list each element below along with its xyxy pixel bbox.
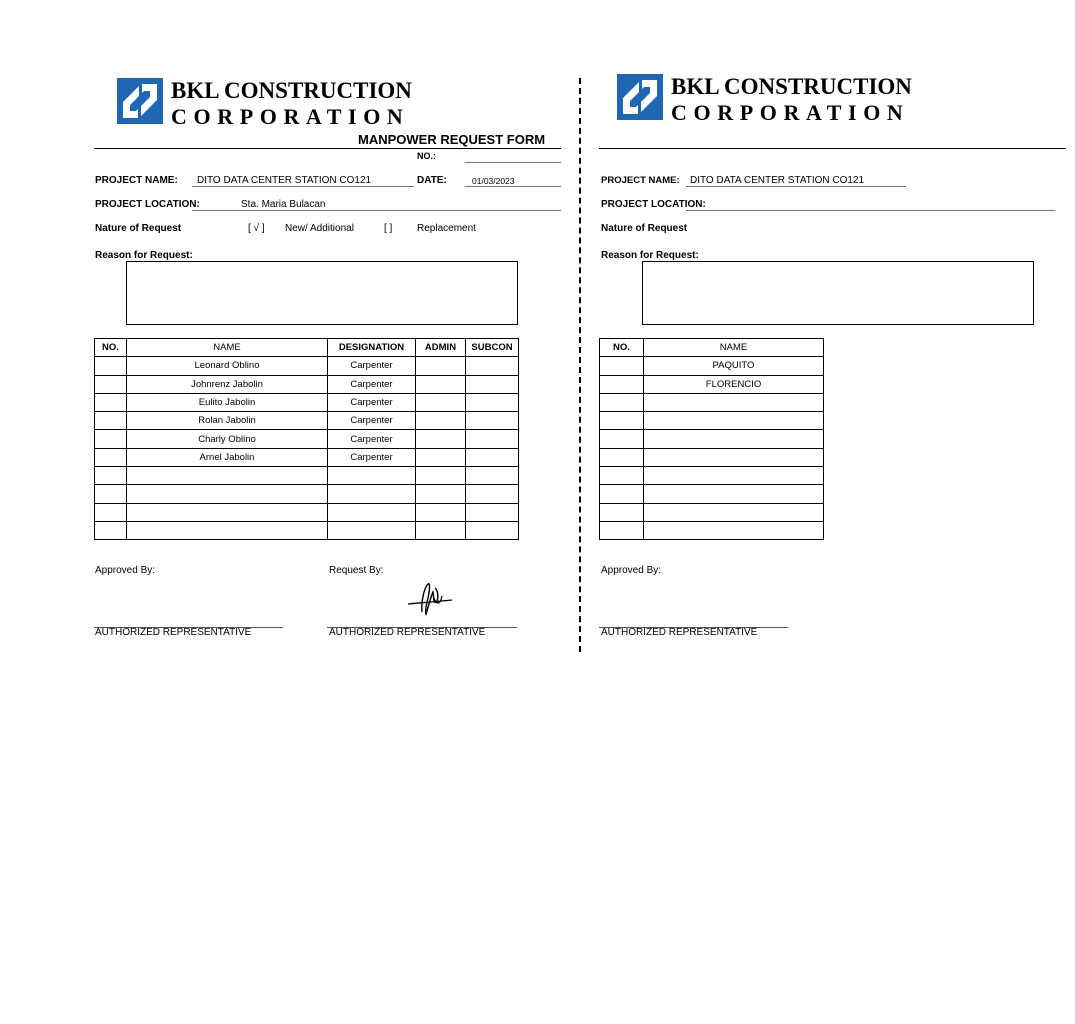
approved-by-label: Approved By:	[95, 565, 156, 576]
table-row	[600, 412, 824, 430]
company-name: BKL CONSTRUCTION	[171, 78, 412, 103]
bkl-logo-icon	[117, 78, 163, 124]
table-row	[600, 430, 824, 448]
cell-name[interactable]	[644, 393, 824, 411]
cell-no[interactable]	[600, 375, 644, 393]
manpower-form-left	[0, 0, 575, 660]
nature-new-checkbox[interactable]: [ √ ]	[248, 223, 265, 234]
cell-no[interactable]	[95, 467, 127, 485]
table-header-row	[600, 339, 824, 357]
cell-no[interactable]	[600, 467, 644, 485]
col-header-name: NAME	[127, 339, 328, 357]
nature-label: Nature of Request	[95, 223, 182, 234]
project-name-value[interactable]: DITO DATA CENTER STATION CO121	[690, 175, 865, 186]
cell-no[interactable]	[95, 521, 127, 539]
reason-label: Reason for Request:	[601, 250, 699, 261]
cell-name[interactable]	[644, 412, 824, 430]
cell-name[interactable]: Arnel Jabolin	[127, 448, 328, 466]
cell-admin[interactable]	[416, 503, 466, 521]
cell-designation[interactable]: Carpenter	[328, 393, 416, 411]
nature-new-label: New/ Additional	[285, 223, 354, 234]
table-row	[95, 467, 519, 485]
form-title: MANPOWER REQUEST FORM	[358, 132, 546, 147]
approved-authorized-rep: AUTHORIZED REPRESENTATIVE	[95, 627, 252, 638]
manpower-table	[599, 338, 824, 540]
cell-designation[interactable]	[328, 467, 416, 485]
table-row	[95, 430, 519, 448]
cell-name[interactable]	[127, 503, 328, 521]
table-row	[95, 521, 519, 539]
cell-name[interactable]	[127, 521, 328, 539]
cell-no[interactable]	[95, 375, 127, 393]
cell-admin[interactable]	[416, 467, 466, 485]
company-corporation: CORPORATION	[171, 104, 410, 129]
project-name-underline	[192, 186, 414, 187]
request-by-label: Request By:	[329, 565, 384, 576]
approved-by-label: Approved By:	[601, 565, 662, 576]
cell-name[interactable]	[644, 503, 824, 521]
cell-admin[interactable]	[416, 393, 466, 411]
table-row	[600, 375, 824, 393]
cell-no[interactable]	[95, 448, 127, 466]
cell-no[interactable]	[600, 430, 644, 448]
cell-name[interactable]	[127, 467, 328, 485]
nature-replacement-checkbox[interactable]: [ ]	[384, 223, 393, 234]
cell-name[interactable]: FLORENCIO	[644, 375, 824, 393]
cell-no[interactable]	[600, 412, 644, 430]
request-authorized-rep: AUTHORIZED REPRESENTATIVE	[329, 627, 486, 638]
reason-textbox[interactable]	[642, 261, 1034, 325]
cell-admin[interactable]	[416, 485, 466, 503]
header-rule	[94, 148, 561, 149]
project-name-value[interactable]: DITO DATA CENTER STATION CO121	[197, 175, 372, 186]
cell-name[interactable]	[644, 430, 824, 448]
cell-designation[interactable]: Carpenter	[328, 448, 416, 466]
project-location-label: PROJECT LOCATION:	[601, 199, 706, 210]
table-row	[600, 485, 824, 503]
cell-no[interactable]	[95, 412, 127, 430]
cell-no[interactable]	[600, 357, 644, 375]
cell-name[interactable]: Eulito Jabolin	[127, 393, 328, 411]
table-row	[600, 393, 824, 411]
project-location-label: PROJECT LOCATION:	[95, 199, 200, 210]
col-header-subcon: SUBCON	[466, 339, 519, 357]
cell-name[interactable]	[644, 448, 824, 466]
cell-no[interactable]	[95, 393, 127, 411]
table-row	[600, 448, 824, 466]
approved-authorized-rep: AUTHORIZED REPRESENTATIVE	[601, 627, 758, 638]
cell-designation[interactable]: Carpenter	[328, 357, 416, 375]
cell-name[interactable]	[644, 485, 824, 503]
cell-no[interactable]	[600, 393, 644, 411]
project-name-label: PROJECT NAME:	[95, 175, 178, 186]
table-row	[95, 412, 519, 430]
cell-name[interactable]: Johnrenz Jabolin	[127, 375, 328, 393]
cell-designation[interactable]: Carpenter	[328, 430, 416, 448]
date-label: DATE:	[417, 175, 447, 186]
table-row	[95, 448, 519, 466]
cell-designation[interactable]: Carpenter	[328, 412, 416, 430]
cell-no[interactable]	[95, 430, 127, 448]
col-header-designation: DESIGNATION	[328, 339, 416, 357]
cell-admin[interactable]	[416, 375, 466, 393]
cell-admin[interactable]	[416, 521, 466, 539]
col-header-no: NO.	[95, 339, 127, 357]
bkl-logo-icon	[617, 74, 663, 120]
table-row	[95, 393, 519, 411]
table-row	[600, 467, 824, 485]
project-location-underline	[686, 210, 1055, 211]
col-header-name: NAME	[644, 339, 824, 357]
nature-replacement-label: Replacement	[417, 223, 476, 234]
reason-textbox[interactable]	[126, 261, 518, 325]
reason-label: Reason for Request:	[95, 250, 193, 261]
cell-no[interactable]	[600, 503, 644, 521]
company-corporation: CORPORATION	[671, 100, 910, 125]
cell-designation[interactable]	[328, 485, 416, 503]
table-row	[95, 485, 519, 503]
cell-admin[interactable]	[416, 412, 466, 430]
col-header-no: NO.	[600, 339, 644, 357]
cell-name[interactable]	[127, 485, 328, 503]
cell-name[interactable]: Rolan Jabolin	[127, 412, 328, 430]
cell-no[interactable]	[95, 485, 127, 503]
table-header-row	[95, 339, 519, 357]
cell-name[interactable]: PAQUITO	[644, 357, 824, 375]
table-row	[95, 357, 519, 375]
cell-no[interactable]	[95, 357, 127, 375]
cell-designation[interactable]	[328, 503, 416, 521]
cell-no[interactable]	[95, 503, 127, 521]
cell-designation[interactable]: Carpenter	[328, 375, 416, 393]
signature-icon	[404, 578, 456, 620]
manpower-form-right	[584, 0, 912, 660]
header-rule	[599, 148, 1066, 149]
cell-name[interactable]: Charly Oblino	[127, 430, 328, 448]
no-label: NO.:	[417, 151, 436, 161]
cell-no[interactable]	[600, 485, 644, 503]
cell-name[interactable]: Leonard Oblino	[127, 357, 328, 375]
table-row	[95, 375, 519, 393]
cell-name[interactable]	[644, 467, 824, 485]
cell-no[interactable]	[600, 448, 644, 466]
table-row	[95, 503, 519, 521]
cell-admin[interactable]	[416, 357, 466, 375]
manpower-table	[94, 338, 519, 540]
cell-admin[interactable]	[416, 448, 466, 466]
table-row	[600, 357, 824, 375]
project-name-label: PROJECT NAME:	[601, 175, 680, 186]
col-header-admin: ADMIN	[416, 339, 466, 357]
project-location-value[interactable]: Sta. Maria Bulacan	[241, 199, 326, 210]
company-name: BKL CONSTRUCTION	[671, 74, 912, 99]
date-value[interactable]: 01/03/2023	[472, 176, 515, 186]
table-row	[600, 521, 824, 539]
cell-admin[interactable]	[416, 430, 466, 448]
cell-no[interactable]	[600, 521, 644, 539]
cell-name[interactable]	[644, 521, 824, 539]
nature-label: Nature of Request	[601, 223, 688, 234]
cell-designation[interactable]	[328, 521, 416, 539]
project-name-underline	[686, 186, 906, 187]
table-row	[600, 503, 824, 521]
